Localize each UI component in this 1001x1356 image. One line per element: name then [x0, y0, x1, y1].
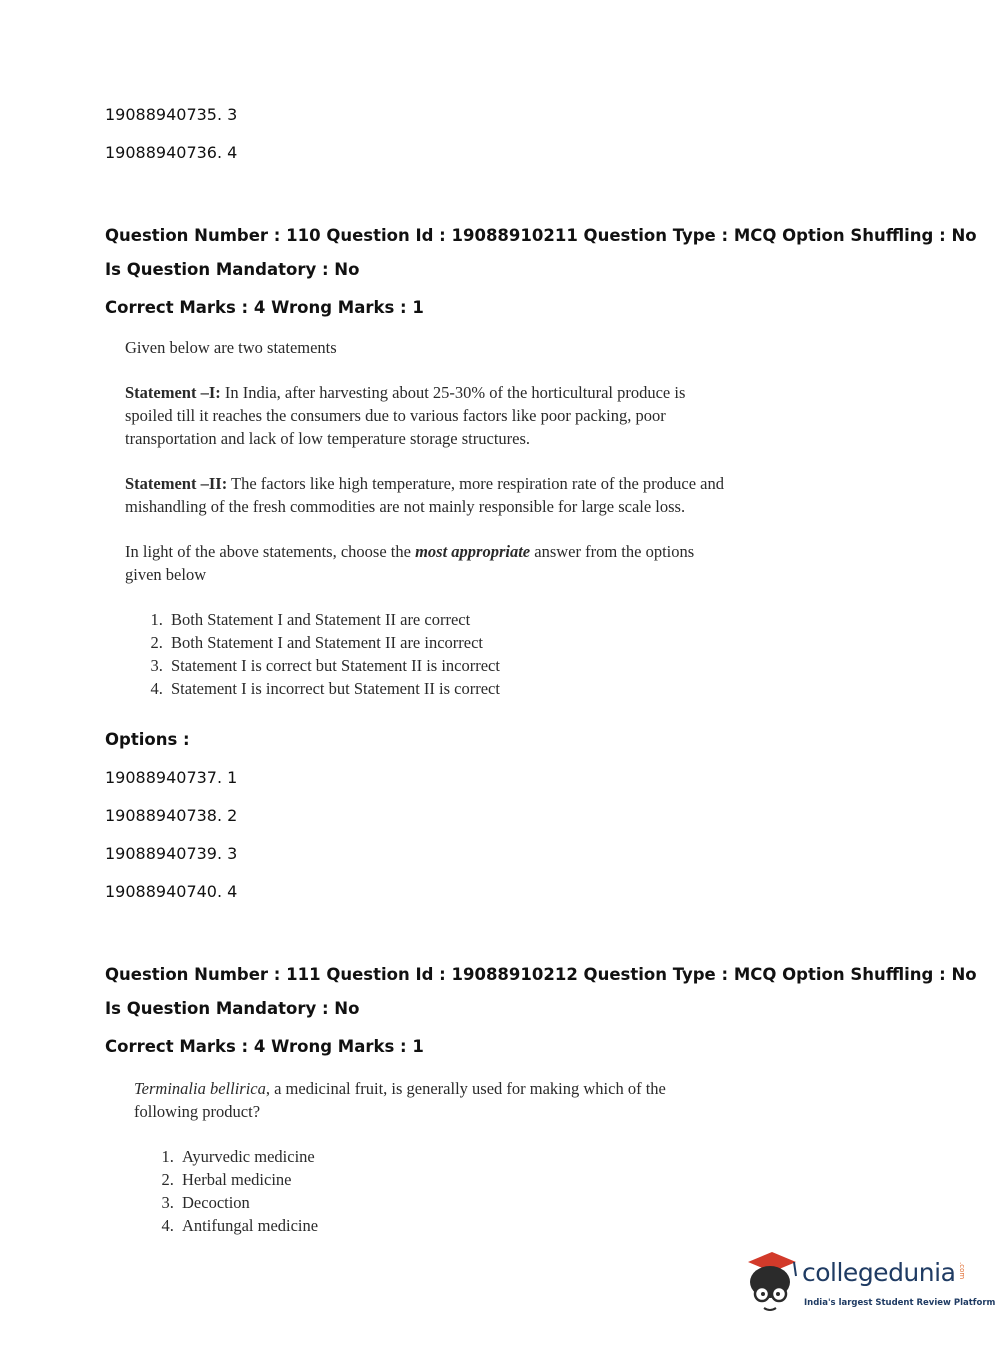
- option-line: 19088940738. 2: [105, 806, 238, 825]
- choice-item: 1. Ayurvedic medicine: [178, 1145, 724, 1168]
- statement-2-text: The factors like high temperature, more respiration rate of the produce and mishandling of the fresh commodities are not mainly responsible for large scale loss.: [125, 474, 724, 516]
- choice-list: [125, 608, 725, 700]
- choice-item: 4. Antifungal medicine: [178, 1214, 724, 1237]
- mascot-icon: [742, 1248, 802, 1318]
- prompt-emphasis: most appropriate: [415, 542, 531, 561]
- statement-1-label: Statement –I:: [125, 383, 221, 402]
- question-header: Question Number : 110 Question Id : 19088910211 Question Type : MCQ Option Shuffling : No: [105, 226, 977, 245]
- choice-item: 4. Statement I is incorrect but Statement II is correct: [167, 677, 725, 700]
- choice-item: 3. Statement I is correct but Statement II is incorrect: [167, 654, 725, 677]
- logo-wordmark: collegedunia: [802, 1258, 956, 1287]
- question-image-111: [134, 1077, 724, 1237]
- question-text: Terminalia bellirica, a medicinal fruit, is generally used for making which of the following product?: [134, 1079, 666, 1121]
- species-name: Terminalia bellirica: [134, 1079, 266, 1098]
- question-mandatory: Is Question Mandatory : No: [105, 260, 360, 279]
- option-line: 19088940736. 4: [105, 143, 238, 162]
- statement-1-text: In India, after harvesting about 25-30% of the horticultural produce is spoiled till it reaches the consumers due to various factors like poor packing, poor transportation and lack of low temperature storage structures.: [125, 383, 686, 448]
- question-prompt: In light of the above statements, choose the most appropriate answer from the options given below: [125, 542, 695, 584]
- statement-1: [125, 381, 725, 450]
- choice-list: [134, 1145, 724, 1237]
- option-line: 19088940739. 3: [105, 844, 238, 863]
- question-image-110: [125, 336, 725, 700]
- option-line: 19088940735. 3: [105, 105, 238, 124]
- question-marks: Correct Marks : 4 Wrong Marks : 1: [105, 298, 424, 317]
- options-label: Options :: [105, 730, 190, 749]
- choice-item: 2. Both Statement I and Statement II are incorrect: [167, 631, 725, 654]
- choice-item: 3. Decoction: [178, 1191, 724, 1214]
- logo-tagline: India's largest Student Review Platform: [804, 1298, 996, 1308]
- question-mandatory: Is Question Mandatory : No: [105, 999, 360, 1018]
- choice-item: 1. Both Statement I and Statement II are correct: [167, 608, 725, 631]
- option-line: 19088940737. 1: [105, 768, 238, 787]
- question-marks: Correct Marks : 4 Wrong Marks : 1: [105, 1037, 424, 1056]
- statement-2-label: Statement –II:: [125, 474, 228, 493]
- statement-2: [125, 472, 725, 518]
- collegedunia-logo: [742, 1248, 996, 1318]
- choice-item: 2. Herbal medicine: [178, 1168, 724, 1191]
- question-header: Question Number : 111 Question Id : 19088910212 Question Type : MCQ Option Shuffling : No: [105, 965, 977, 984]
- logo-com: .com: [958, 1262, 966, 1280]
- question-intro: Given below are two statements: [125, 338, 337, 357]
- option-line: 19088940740. 4: [105, 882, 238, 901]
